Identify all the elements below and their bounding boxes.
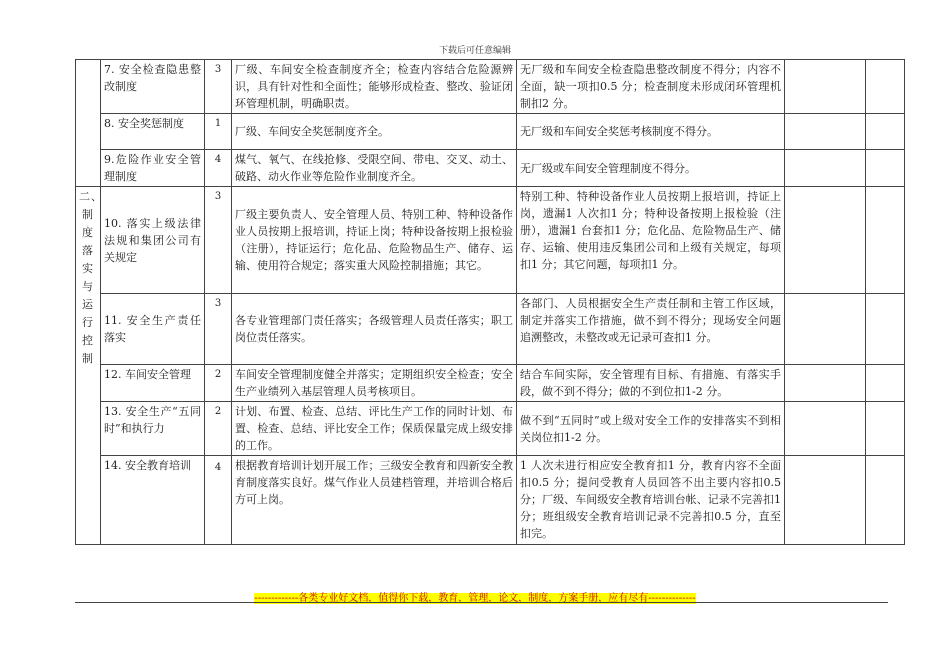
scoring-rule-cell: 1 人次未进行相应安全教育扣1 分，教育内容不全面扣0.5 分；提问受教育人员回答不出主要内容扣0.5 分；厂级、车间级安全教育培训台帐、记录不完善扣1 分；班组级安全教育培训记录不完善扣0.5 分，直至扣完。 xyxy=(517,456,785,545)
standard-cell: 厂级、车间安全奖惩制度齐全。 xyxy=(232,114,517,150)
blank-score-cell xyxy=(785,187,866,294)
points-cell: 3 xyxy=(205,60,232,114)
scoring-rule-cell: 做不到“五同时”或上级对安全工作的安排落实不到相关岗位扣1-2 分。 xyxy=(517,402,785,456)
table-row xyxy=(76,456,905,545)
table-row xyxy=(76,187,905,294)
points-cell: 4 xyxy=(205,150,232,187)
footer-promo-text[interactable]: -------------各类专业好文档，值得你下载，教育，管理，论文，制度，方案手册，应有尽有-------------- xyxy=(254,593,696,604)
blank-score-cell xyxy=(785,402,866,456)
blank-remark-cell xyxy=(866,365,905,402)
blank-score-cell xyxy=(785,456,866,545)
blank-remark-cell xyxy=(866,456,905,545)
standard-cell: 各专业管理部门责任落实；各级管理人员责任落实；职工岗位责任落实。 xyxy=(232,294,517,365)
item-cell: 12. 车间安全管理 xyxy=(101,365,205,402)
standard-cell: 车间安全管理制度健全并落实；定期组织安全检查；安全生产业绩列入基层管理人员考核项目。 xyxy=(232,365,517,402)
item-cell: 10. 落实上级法律法规和集团公司有关规定 xyxy=(101,187,205,294)
category-cell-continued xyxy=(76,60,101,187)
table-row xyxy=(76,365,905,402)
blank-score-cell xyxy=(785,150,866,187)
points-cell: 2 xyxy=(205,402,232,456)
item-cell: 7. 安全检查隐患整改制度 xyxy=(101,60,205,114)
blank-score-cell xyxy=(785,294,866,365)
blank-score-cell xyxy=(785,365,866,402)
standard-cell: 根据教育培训计划开展工作；三级安全教育和四新安全教育制度落实良好。煤气作业人员建档管理，并培训合格后方可上岗。 xyxy=(232,456,517,545)
table-row xyxy=(76,114,905,150)
item-cell: 14. 安全教育培训 xyxy=(101,456,205,545)
item-cell: 11. 安全生产责任落实 xyxy=(101,294,205,365)
blank-remark-cell xyxy=(866,187,905,294)
footer-divider xyxy=(75,602,888,603)
standard-cell: 厂级主要负责人、安全管理人员、特别工种、特种设备作业人员按期上报培训，持证上岗；特种设备按期上报检验（注册），持证运行；危化品、危险物品生产、储存、运输、使用符合规定；落实重大风险控制措施；其它。 xyxy=(232,187,517,294)
scoring-rule-cell: 无厂级和车间安全检查隐患整改制度不得分；内容不全面，缺一项扣0.5 分；检查制度未形成闭环管理机制扣2 分。 xyxy=(517,60,785,114)
points-cell: 4 xyxy=(205,456,232,545)
item-cell: 13. 安全生产“五同时”和执行力 xyxy=(101,402,205,456)
scoring-rule-cell: 无厂级和车间安全奖惩考核制度不得分。 xyxy=(517,114,785,150)
points-cell: 1 xyxy=(205,114,232,150)
standard-cell: 煤气、氧气、在线抢修、受限空间、带电、交叉、动土、破路、动火作业等危险作业制度齐全。 xyxy=(232,150,517,187)
table-row xyxy=(76,150,905,187)
points-cell: 2 xyxy=(205,365,232,402)
item-cell: 9.危险作业安全管理制度 xyxy=(101,150,205,187)
standard-cell: 计划、布置、检查、总结、评比生产工作的同时计划、布置、检查、总结、评比安全工作；保质保量完成上级安排的工作。 xyxy=(232,402,517,456)
blank-remark-cell xyxy=(866,294,905,365)
blank-remark-cell xyxy=(866,150,905,187)
table-row xyxy=(76,294,905,365)
scoring-rule-cell: 各部门、人员根据安全生产责任制和主管工作区域，制定并落实工作措施，做不到不得分；现场安全问题追溯整改，未整改或无记录可查扣1 分。 xyxy=(517,294,785,365)
blank-remark-cell xyxy=(866,114,905,150)
scoring-rule-cell: 结合车间实际，安全管理有目标、有措施、有落实手段，做不到不得分；做的不到位扣1-2 分。 xyxy=(517,365,785,402)
points-cell: 3 xyxy=(205,187,232,294)
blank-remark-cell xyxy=(866,402,905,456)
standard-cell: 厂级、车间安全检查制度齐全；检查内容结合危险源辨识，具有针对性和全面性；能够形成检查、整改、验证闭环管理机制，明确职责。 xyxy=(232,60,517,114)
page-header-text: 下载后可任意编辑 xyxy=(438,46,511,56)
blank-remark-cell xyxy=(866,60,905,114)
blank-score-cell xyxy=(785,114,866,150)
table-row xyxy=(76,402,905,456)
blank-score-cell xyxy=(785,60,866,114)
section-label-cell: 二、制度落实与运行控制 xyxy=(76,187,101,545)
points-cell: 3 xyxy=(205,294,232,365)
table-row xyxy=(76,60,905,114)
scoring-rule-cell: 特别工种、特种设备作业人员按期上报培训，持证上岗，遗漏1 人次扣1 分；特种设备按期上报检验（注册），遗漏1 台套扣1 分；危化品、危险物品生产、储存、运输、使用违反集团公司和上级有关规定，每项扣1 分；其它问题，每项扣1 分。 xyxy=(517,187,785,294)
scoring-rule-cell: 无厂级或车间安全管理制度不得分。 xyxy=(517,150,785,187)
item-cell: 8. 安全奖惩制度 xyxy=(101,114,205,150)
safety-assessment-table xyxy=(75,59,905,545)
